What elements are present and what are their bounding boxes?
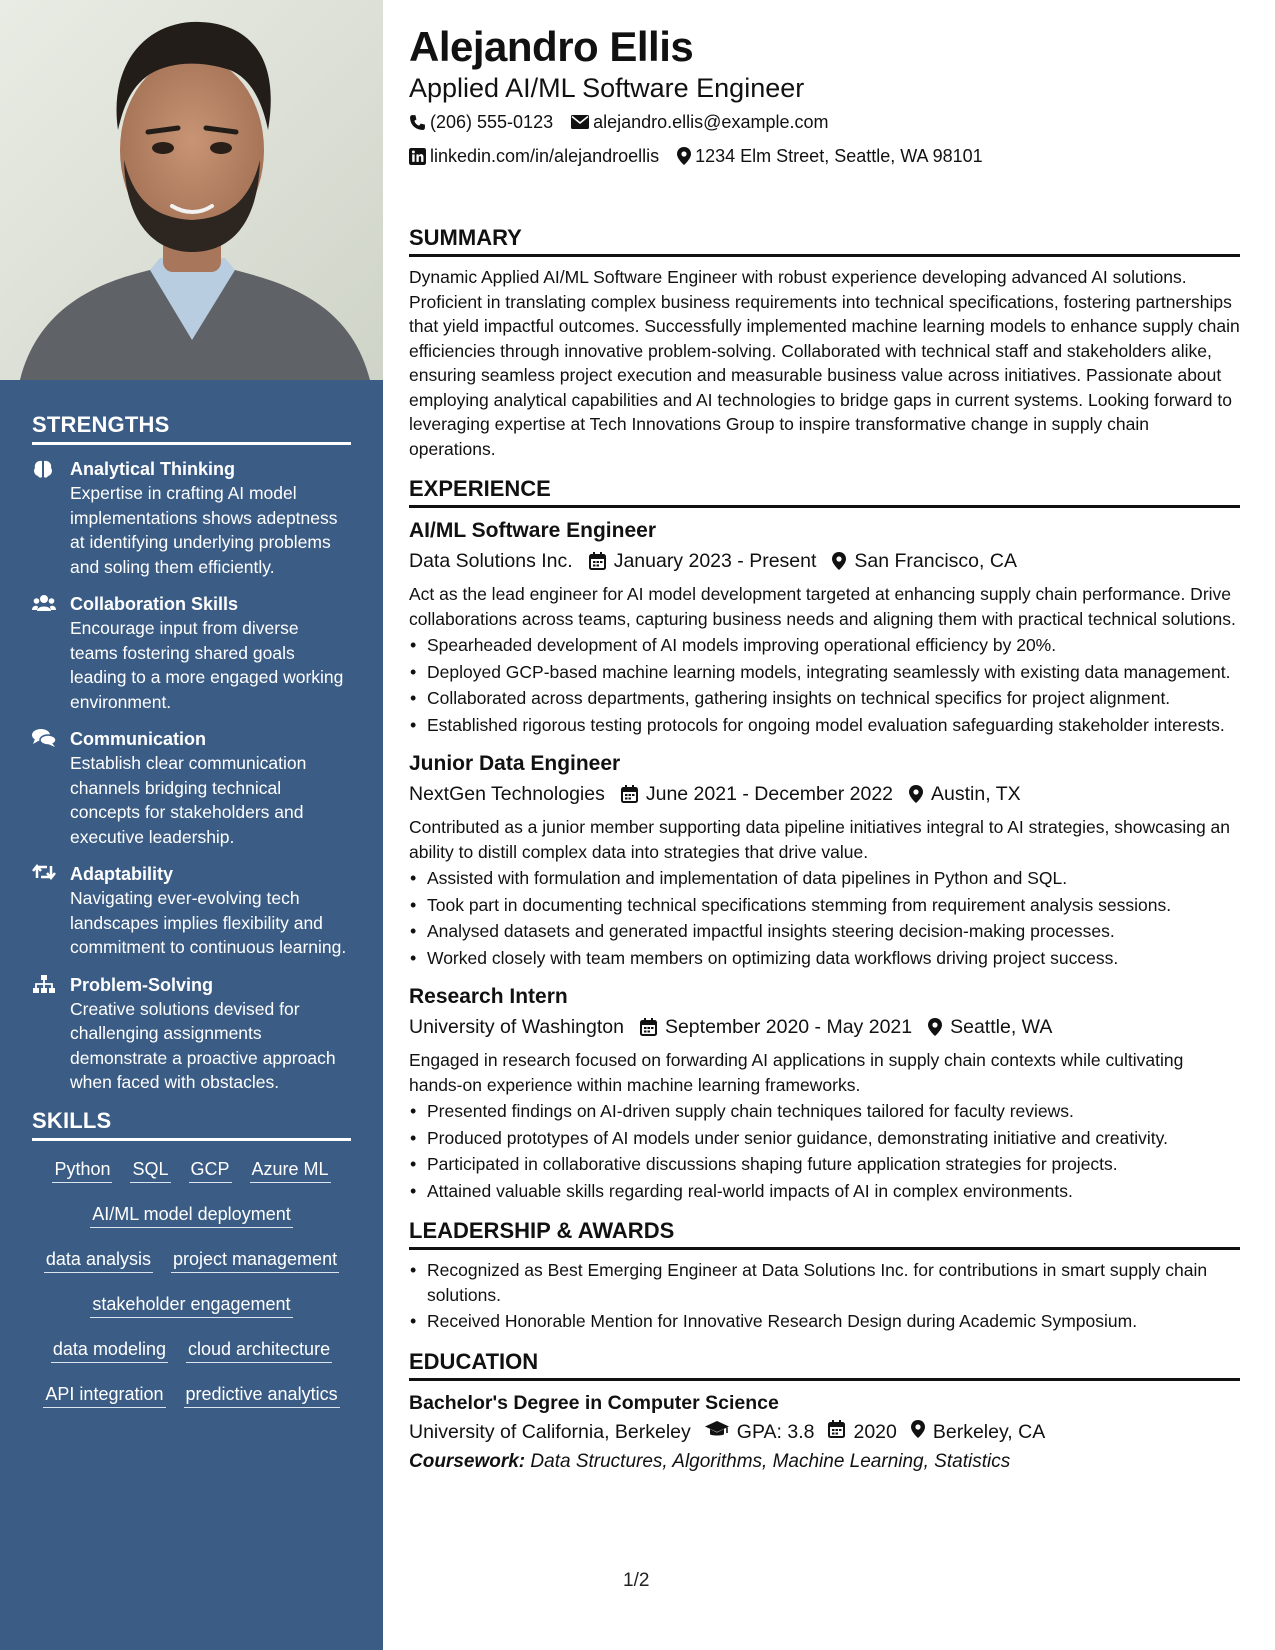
job-location: Seattle, WA [950, 1016, 1053, 1038]
strength-description: Expertise in crafting AI model implementations shows adeptness at identifying underlying problems and soling them efficiently. [70, 483, 338, 577]
email-contact[interactable] [571, 106, 828, 138]
job-bullets [409, 1099, 1240, 1203]
skill-tag: project management [171, 1247, 339, 1273]
strength-title: Collaboration Skills [70, 594, 239, 614]
email-text: alejandro.ellis@example.com [593, 112, 829, 132]
bullet-item: • Participated in collaborative discussions shaping future application strategies for projects. [409, 1152, 1240, 1177]
skill-tag: Python [52, 1157, 112, 1183]
strength-item [32, 592, 351, 714]
job-entry [409, 982, 1240, 1203]
job-summary: Contributed as a junior member supporting data pipeline initiatives integral to AI strategies, showcasing an ability to distill complex data into strategies that drive value. [409, 817, 1231, 862]
job-role: Research Intern [409, 985, 568, 1008]
coursework-list: Data Structures, Algorithms, Machine Learning, Statistics [530, 1450, 1011, 1472]
map-pin-icon [909, 785, 923, 803]
main-content [409, 22, 1240, 1477]
linkedin-icon [409, 148, 426, 165]
leadership-bullets [409, 1258, 1240, 1334]
strength-item [32, 973, 351, 1095]
bullet-item: • Produced prototypes of AI models under senior guidance, demonstrating initiative and creativity. [409, 1126, 1240, 1151]
phone-contact[interactable] [409, 106, 553, 138]
skills-list [32, 1157, 351, 1408]
calendar-icon [621, 785, 638, 803]
strength-title: Communication [70, 729, 207, 749]
skill-tag: SQL [130, 1157, 170, 1183]
candidate-name: Alejandro Ellis [409, 23, 694, 70]
job-location: Austin, TX [931, 783, 1021, 805]
job-location: San Francisco, CA [854, 550, 1017, 572]
profile-photo [0, 0, 383, 380]
envelope-icon [571, 115, 589, 129]
map-pin-icon [832, 552, 846, 570]
address-contact [677, 140, 983, 172]
bullet-item: • Analysed datasets and generated impactful insights steering decision-making processes. [409, 919, 1240, 944]
bullet-item: • Received Honorable Mention for Innovative Research Design during Academic Symposium. [409, 1309, 1240, 1334]
sitemap-icon [32, 973, 70, 994]
skill-row [32, 1247, 351, 1273]
bullet-item: • Took part in documenting technical specifications stemming from requirement analysis sessions. [409, 893, 1240, 918]
skill-row [32, 1337, 351, 1363]
degree-title: Bachelor's Degree in Computer Science [409, 1391, 779, 1414]
contact-row [409, 106, 1240, 138]
education-meta [409, 1417, 1240, 1447]
company-name: University of Washington [409, 1016, 624, 1038]
job-dates: June 2021 - December 2022 [645, 783, 894, 805]
users-icon [32, 592, 70, 613]
map-pin-icon [677, 147, 691, 165]
bullet-item: • Assisted with formulation and implementation of data pipelines in Python and SQL. [409, 866, 1240, 891]
graduation-year: 2020 [853, 1420, 897, 1443]
job-title-headline: Applied AI/ML Software Engineer [409, 73, 805, 103]
job-bullets [409, 866, 1240, 970]
strengths-list [32, 457, 351, 1095]
leadership-heading: LEADERSHIP & AWARDS [409, 1217, 1240, 1250]
summary-text: Dynamic Applied AI/ML Software Engineer with robust experience developing advanced AI solutions. Proficient in translating complex business requirements into technical specifications, fostering partnerships that yield impactful outcomes. Successfully implemented machine learning models to enhance supply chain efficiencies through innovative problem-solving. Collaborated with technical staff and stakeholders alike, ensuring seamless project execution and measurable business value across initiatives. Passionate about employing analytical capabilities and AI technologies to bridge gaps in current systems. Looking forward to leveraging expertise at Tech Innovations Group to inspire transformative change in supply chain operations. [409, 267, 1240, 459]
skills-heading: SKILLS [32, 1108, 351, 1141]
skill-tag: data analysis [44, 1247, 153, 1273]
company-name: NextGen Technologies [409, 783, 605, 805]
bullet-item: • Attained valuable skills regarding real-world impacts of AI in complex environments. [409, 1179, 1240, 1204]
skill-tag: predictive analytics [184, 1382, 340, 1408]
coursework [409, 1447, 1240, 1477]
job-meta [409, 546, 1240, 576]
address-text: 1234 Elm Street, Seattle, WA 98101 [695, 146, 983, 166]
page-number: 1/2 [623, 1570, 650, 1591]
company-name: Data Solutions Inc. [409, 550, 573, 572]
skill-tag: API integration [43, 1382, 165, 1408]
strength-item [32, 457, 351, 579]
job-dates: September 2020 - May 2021 [664, 1016, 913, 1038]
job-bullets [409, 633, 1240, 737]
coursework-label: Coursework: [409, 1450, 526, 1472]
calendar-icon [828, 1417, 845, 1447]
gpa-text: GPA: 3.8 [736, 1420, 815, 1443]
strength-item [32, 862, 351, 960]
education-heading: EDUCATION [409, 1348, 1240, 1381]
contact-row [409, 140, 1240, 172]
skill-tag: AI/ML model deployment [90, 1202, 292, 1228]
calendar-icon [589, 552, 606, 570]
map-pin-icon [911, 1417, 925, 1447]
graduation-cap-icon [705, 1417, 729, 1447]
linkedin-text: linkedin.com/in/alejandroellis [430, 146, 660, 166]
strength-item [32, 727, 351, 849]
skill-tag: cloud architecture [186, 1337, 332, 1363]
bullet-item: • Spearheaded development of AI models improving operational efficiency by 20%. [409, 633, 1240, 658]
bullet-item: • Collaborated across departments, gathering insights on technical specifics for project alignment. [409, 686, 1240, 711]
strength-title: Adaptability [70, 864, 174, 884]
bullet-item: • Presented findings on AI-driven supply chain techniques tailored for faculty reviews. [409, 1099, 1240, 1124]
job-meta [409, 1012, 1240, 1042]
summary-heading: SUMMARY [409, 224, 1240, 257]
skill-tag: stakeholder engagement [90, 1292, 292, 1318]
job-summary: Engaged in research focused on forwarding AI applications in supply chain contexts while cultivating hands-on experience within machine learning frameworks. [409, 1050, 1184, 1095]
strength-description: Encourage input from diverse teams fostering shared goals leading to a more engaged working environment. [70, 618, 344, 712]
linkedin-contact[interactable] [409, 140, 659, 172]
skill-tag: Azure ML [250, 1157, 331, 1183]
phone-icon [409, 114, 426, 131]
job-dates: January 2023 - Present [613, 550, 817, 572]
job-entry [409, 749, 1240, 970]
bullet-item: • Worked closely with team members on optimizing data workflows driving project success. [409, 946, 1240, 971]
skill-tag: data modeling [51, 1337, 168, 1363]
experience-heading: EXPERIENCE [409, 475, 1240, 508]
skill-row [32, 1382, 351, 1408]
brain-icon [32, 457, 70, 480]
bullet-item: • Deployed GCP-based machine learning models, integrating seamlessly with existing data management. [409, 660, 1240, 685]
skill-row [32, 1157, 351, 1183]
strength-description: Navigating ever-evolving tech landscapes implies flexibility and commitment to continuous learning. [70, 888, 347, 957]
retweet-icon [32, 862, 70, 881]
job-role: Junior Data Engineer [409, 752, 621, 775]
skill-tag: GCP [189, 1157, 232, 1183]
strength-title: Analytical Thinking [70, 459, 236, 479]
bullet-item: • Recognized as Best Emerging Engineer at Data Solutions Inc. for contributions in smart supply chain solutions. [409, 1258, 1240, 1307]
strength-description: Creative solutions devised for challenging assignments demonstrate a proactive approach when faced with obstacles. [70, 998, 336, 1092]
job-summary: Act as the lead engineer for AI model development targeted at enhancing supply chain performance. Drive collaborations across teams, capturing business needs and aligning them with practical technical solutions. [409, 584, 1236, 629]
job-meta [409, 779, 1240, 809]
job-role: AI/ML Software Engineer [409, 519, 656, 542]
phone-text: (206) 555-0123 [430, 112, 554, 132]
bullet-item: • Established rigorous testing protocols for ongoing model evaluation safeguarding stakeholder interests. [409, 713, 1240, 738]
calendar-icon [640, 1018, 657, 1036]
education-location: Berkeley, CA [932, 1420, 1046, 1443]
sidebar [0, 0, 383, 1650]
comments-icon [32, 727, 70, 748]
school-name: University of California, Berkeley [409, 1420, 691, 1443]
map-pin-icon [928, 1018, 942, 1036]
strength-description: Establish clear communication channels bridging technical concepts for stakeholders and executive leadership. [70, 753, 307, 847]
skill-row [32, 1202, 351, 1228]
skill-row [32, 1292, 351, 1318]
strength-title: Problem-Solving [70, 974, 214, 995]
job-entry [409, 516, 1240, 737]
strengths-heading: STRENGTHS [32, 412, 351, 445]
